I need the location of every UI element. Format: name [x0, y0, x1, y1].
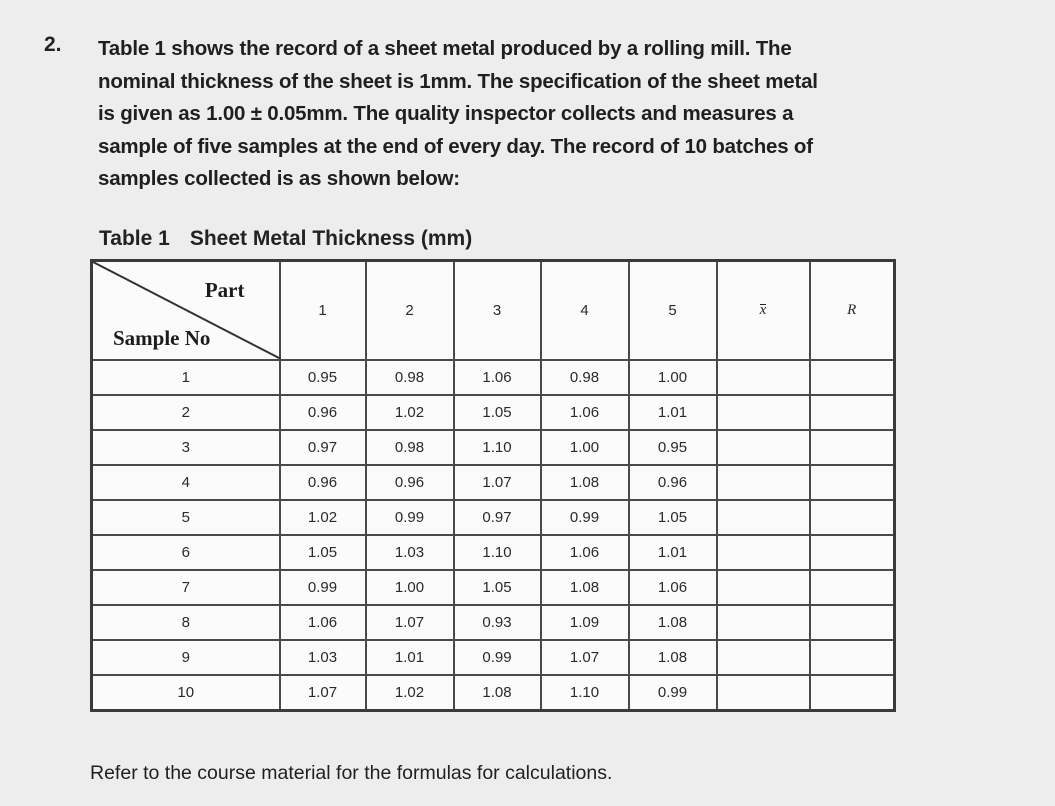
range-cell[interactable] [810, 395, 895, 430]
problem-line: nominal thickness of the sheet is 1mm. The specification of the sheet metal [98, 69, 818, 93]
problem-line: samples collected is as shown below: [98, 167, 460, 190]
thickness-cell: 0.98 [366, 430, 454, 465]
sample-number-cell: 10 [92, 675, 280, 711]
thickness-cell: 1.08 [454, 675, 541, 711]
table-row [92, 535, 895, 570]
thickness-cell: 0.99 [366, 500, 454, 535]
thickness-cell: 0.97 [454, 500, 541, 535]
range-cell[interactable] [810, 430, 895, 465]
range-cell[interactable] [810, 605, 895, 640]
thickness-cell: 1.05 [454, 570, 541, 605]
xbar-header [717, 261, 810, 361]
thickness-cell: 1.00 [629, 360, 717, 395]
sample-number-cell: 2 [92, 395, 280, 430]
xbar-symbol: x [759, 302, 767, 318]
thickness-cell: 1.03 [280, 640, 366, 675]
thickness-cell: 1.10 [454, 535, 541, 570]
thickness-cell: 1.10 [541, 675, 629, 711]
thickness-cell: 0.96 [366, 465, 454, 500]
thickness-cell: 1.08 [541, 465, 629, 500]
thickness-cell: 0.96 [629, 465, 717, 500]
thickness-cell: 1.06 [280, 605, 366, 640]
part-header-5: 5 [629, 261, 717, 361]
range-cell[interactable] [810, 675, 895, 711]
thickness-cell: 0.98 [366, 360, 454, 395]
thickness-cell: 1.05 [629, 500, 717, 535]
thickness-cell: 1.06 [541, 395, 629, 430]
sample-number-cell: 1 [92, 360, 280, 395]
thickness-cell: 1.01 [629, 535, 717, 570]
thickness-cell: 1.07 [366, 605, 454, 640]
range-cell[interactable] [810, 360, 895, 395]
question-number: 2. [44, 33, 62, 56]
thickness-cell: 1.10 [454, 430, 541, 465]
table-row [92, 640, 895, 675]
table-caption [99, 227, 472, 251]
thickness-cell: 1.02 [280, 500, 366, 535]
table-row [92, 675, 895, 711]
table-row [92, 500, 895, 535]
sample-no-label: Sample No [113, 326, 211, 350]
thickness-cell: 0.99 [541, 500, 629, 535]
table-row [92, 430, 895, 465]
sample-number-cell: 4 [92, 465, 280, 500]
thickness-cell: 0.95 [280, 360, 366, 395]
xbar-cell[interactable] [717, 675, 810, 711]
range-cell[interactable] [810, 500, 895, 535]
xbar-cell[interactable] [717, 640, 810, 675]
thickness-cell: 0.99 [629, 675, 717, 711]
range-cell[interactable] [810, 570, 895, 605]
thickness-cell: 1.07 [541, 640, 629, 675]
thickness-table [90, 259, 896, 712]
range-cell[interactable] [810, 535, 895, 570]
part-header-2: 2 [366, 261, 454, 361]
thickness-cell: 1.06 [541, 535, 629, 570]
sample-number-cell: 3 [92, 430, 280, 465]
thickness-cell: 1.06 [454, 360, 541, 395]
range-cell[interactable] [810, 465, 895, 500]
thickness-cell: 1.02 [366, 675, 454, 711]
thickness-cell: 1.05 [280, 535, 366, 570]
thickness-cell: 1.08 [629, 640, 717, 675]
xbar-cell[interactable] [717, 430, 810, 465]
xbar-cell[interactable] [717, 395, 810, 430]
xbar-cell[interactable] [717, 465, 810, 500]
xbar-cell[interactable] [717, 500, 810, 535]
thickness-cell: 1.09 [541, 605, 629, 640]
sample-number-cell: 6 [92, 535, 280, 570]
thickness-cell: 1.07 [454, 465, 541, 500]
xbar-cell[interactable] [717, 570, 810, 605]
thickness-cell: 1.00 [366, 570, 454, 605]
part-header-1: 1 [280, 261, 366, 361]
footer-note: Refer to the course material for the formulas for calculations. [90, 762, 613, 784]
thickness-cell: 0.98 [541, 360, 629, 395]
sample-number-cell: 5 [92, 500, 280, 535]
thickness-cell: 1.05 [454, 395, 541, 430]
table-row [92, 360, 895, 395]
range-header: R [810, 261, 895, 361]
thickness-cell: 0.95 [629, 430, 717, 465]
thickness-cell: 0.99 [280, 570, 366, 605]
problem-line: is given as 1.00 ± 0.05mm. The quality inspector collects and measures a [98, 102, 794, 125]
part-label: Part [204, 278, 245, 302]
problem-line: Table 1 shows the record of a sheet metal produced by a rolling mill. The [98, 37, 792, 60]
thickness-cell: 1.08 [541, 570, 629, 605]
table-row [92, 465, 895, 500]
thickness-cell: 0.97 [280, 430, 366, 465]
xbar-cell[interactable] [717, 535, 810, 570]
part-header-4: 4 [541, 261, 629, 361]
thickness-cell: 1.08 [629, 605, 717, 640]
table-body [92, 360, 895, 711]
table-row [92, 605, 895, 640]
thickness-cell: 1.03 [366, 535, 454, 570]
thickness-cell: 0.93 [454, 605, 541, 640]
thickness-cell: 1.02 [366, 395, 454, 430]
thickness-cell: 1.01 [366, 640, 454, 675]
problem-statement [98, 33, 938, 196]
part-header-3: 3 [454, 261, 541, 361]
table-row [92, 395, 895, 430]
thickness-cell: 1.01 [629, 395, 717, 430]
table-row [92, 570, 895, 605]
xbar-cell[interactable] [717, 360, 810, 395]
thickness-cell: 0.99 [454, 640, 541, 675]
table-caption-title: Sheet Metal Thickness (mm) [189, 227, 473, 250]
thickness-cell: 0.96 [280, 395, 366, 430]
xbar-cell[interactable] [717, 605, 810, 640]
table-header-row [92, 261, 895, 361]
table-caption-id: Table 1 [99, 227, 170, 250]
problem-line: sample of five samples at the end of every day. The record of 10 batches of [98, 134, 813, 158]
thickness-cell: 1.07 [280, 675, 366, 711]
sample-number-cell: 8 [92, 605, 280, 640]
thickness-cell: 0.96 [280, 465, 366, 500]
range-cell[interactable] [810, 640, 895, 675]
sample-number-cell: 9 [92, 640, 280, 675]
thickness-cell: 1.06 [629, 570, 717, 605]
corner-header-cell [92, 261, 280, 361]
sample-number-cell: 7 [92, 570, 280, 605]
thickness-cell: 1.00 [541, 430, 629, 465]
